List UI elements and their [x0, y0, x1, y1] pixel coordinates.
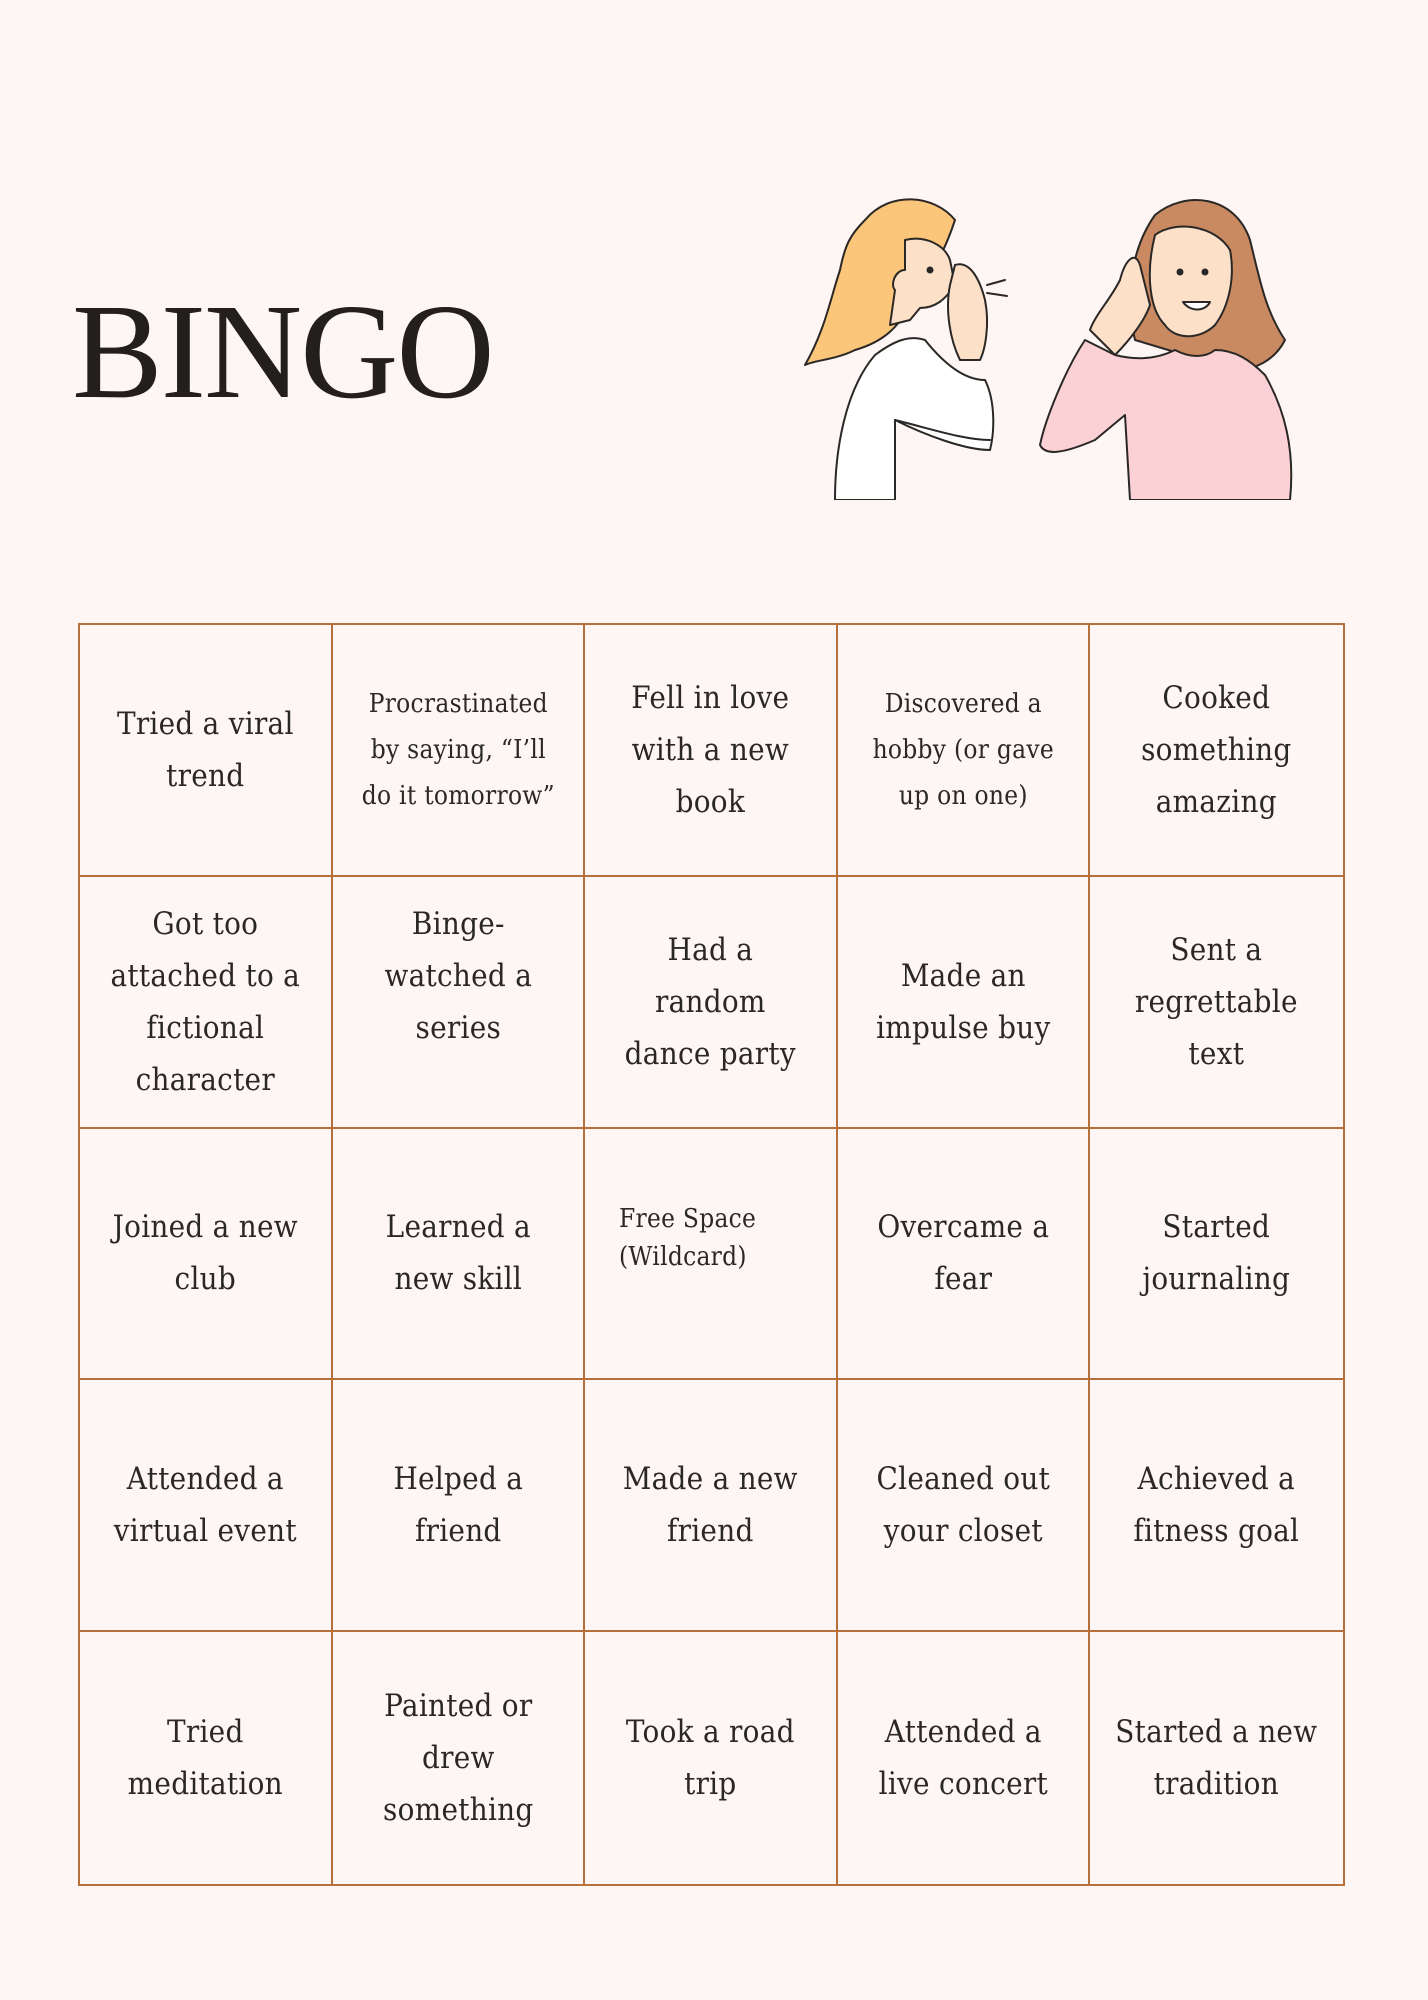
bingo-cell[interactable]	[1090, 625, 1343, 877]
bingo-cell[interactable]	[80, 625, 333, 877]
cell-label: Made an impulse buy	[875, 957, 1051, 1046]
bingo-cell[interactable]	[333, 625, 586, 877]
cell-label: Attended a live concert	[878, 1714, 1048, 1803]
cell-label: Sent a regrettable text	[1135, 931, 1299, 1072]
cell-label: Tried a viral trend	[116, 705, 294, 794]
cell-label: Free Space (Wildcard)	[619, 1204, 757, 1273]
bingo-cell[interactable]	[838, 1632, 1091, 1884]
cell-label: Overcame a fear	[877, 1209, 1050, 1298]
bingo-cell[interactable]	[80, 1129, 333, 1381]
cell-label: Painted or drew something	[382, 1688, 534, 1829]
bingo-cell[interactable]	[838, 877, 1091, 1129]
bingo-cell[interactable]	[80, 1632, 333, 1884]
cell-label: Had a random dance party	[624, 931, 797, 1072]
bingo-cell[interactable]	[333, 1632, 586, 1884]
bingo-cell[interactable]	[585, 625, 838, 877]
cell-label: Took a road trip	[626, 1714, 795, 1803]
cell-label: Tried meditation	[127, 1714, 283, 1803]
bingo-cell[interactable]	[80, 877, 333, 1129]
bingo-cell[interactable]	[1090, 1129, 1343, 1381]
bingo-cell[interactable]	[838, 1129, 1091, 1381]
cell-label: Cooked something amazing	[1141, 679, 1292, 820]
bingo-cell[interactable]	[838, 625, 1091, 877]
cell-label: Binge-watched a series	[384, 905, 532, 1046]
cell-label: Procrastinated by saying, “I’ll do it tomorrow”	[361, 688, 555, 811]
cell-label: Helped a friend	[393, 1461, 523, 1550]
bingo-cell[interactable]	[1090, 1380, 1343, 1632]
bingo-cell[interactable]	[585, 877, 838, 1129]
bingo-cell[interactable]	[585, 1632, 838, 1884]
cell-label: Achieved a fitness goal	[1133, 1461, 1300, 1550]
whispering-friends-illustration	[795, 190, 1325, 500]
free-space-cell[interactable]	[585, 1129, 838, 1381]
cell-label: Started journaling	[1142, 1209, 1291, 1298]
bingo-cell[interactable]	[333, 1380, 586, 1632]
bingo-cell[interactable]	[585, 1380, 838, 1632]
bingo-grid	[78, 623, 1345, 1886]
cell-label: Joined a new club	[112, 1209, 298, 1298]
bingo-cell[interactable]	[838, 1380, 1091, 1632]
bingo-cell[interactable]	[80, 1380, 333, 1632]
cell-label: Cleaned out your closet	[876, 1461, 1050, 1550]
bingo-cell[interactable]	[1090, 877, 1343, 1129]
cell-label: Got too attached to a fictional character	[110, 905, 301, 1098]
bingo-cell[interactable]	[1090, 1632, 1343, 1884]
bingo-cell[interactable]	[333, 877, 586, 1129]
cell-label: Made a new friend	[622, 1461, 798, 1550]
bingo-title: BINGO	[72, 277, 493, 427]
bingo-cell[interactable]	[333, 1129, 586, 1381]
cell-label: Learned a new skill	[385, 1209, 531, 1298]
cell-label: Started a new tradition	[1115, 1714, 1318, 1803]
cell-label: Discovered a hobby (or gave up on one)	[872, 688, 1054, 811]
cell-label: Attended a virtual event	[113, 1461, 297, 1550]
cell-label: Fell in love with a new book	[631, 679, 790, 820]
